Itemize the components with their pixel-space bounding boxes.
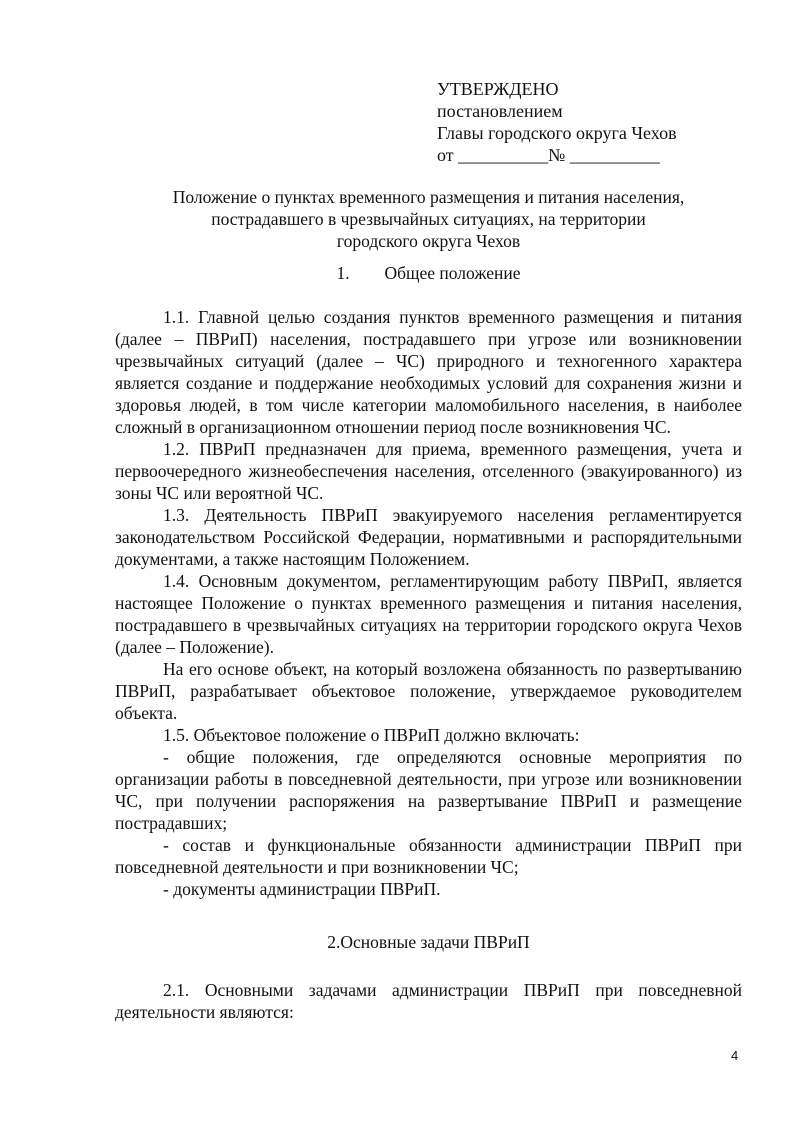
paragraph: 1.4. Основным документом, регламентирующим работу ПВРиП, является настоящее Положение о пунктах временного размещения и питания населения, пострадавшего в чрезвычайных ситуациях на территории городского округа Чехов (далее – Положение). <box>115 571 742 657</box>
section-1-heading <box>115 262 742 284</box>
list-item: - состав и функциональные обязанности администрации ПВРиП при повседневной деятельности и при возникновении ЧС; <box>115 835 742 877</box>
section-number: 1. <box>336 263 350 283</box>
paragraph: 1.2. ПВРиП предназначен для приема, временного размещения, учета и первоочередного жизнеобеспечения населения, отселенного (эвакуированного) из зоны ЧС или вероятной ЧС. <box>115 439 742 503</box>
approval-line-resolution: постановлением <box>437 101 563 121</box>
title-line: городского округа Чехов <box>336 231 521 251</box>
approval-line-approved: УТВЕРЖДЕНО <box>437 79 559 99</box>
paragraph: 1.1. Главной целью создания пунктов временного размещения и питания (далее – ПВРиП) населения, пострадавшего при угрозе или возникновении чрезвычайных ситуаций (далее – ЧС) природного и техногенного характера является создание и поддержание необходимых условий для сохранения жизни и здоровья людей, в том числе категории маломобильного населения, в наиболее сложный в организационном отношении период после возникновения ЧС. <box>115 307 742 437</box>
paragraph: 2.1. Основными задачами администрации ПВРиП при повседневной деятельности являются: <box>115 980 742 1022</box>
approval-line-head: Главы городского округа Чехов <box>437 123 677 143</box>
page-number: 4 <box>731 1048 739 1063</box>
paragraph: 1.5. Объектовое положение о ПВРиП должно включать: <box>163 725 580 745</box>
paragraph: На его основе объект, на который возложена обязанность по развертыванию ПВРиП, разрабатывает объектовое положение, утверждаемое руководителем объекта. <box>115 659 742 723</box>
approval-line-date-number: от __________№ __________ <box>437 145 660 165</box>
list-item: - документы администрации ПВРиП. <box>163 879 441 899</box>
list-item: - общие положения, где определяются основные мероприятия по организации работы в повседневной деятельности, при угрозе или возникновении ЧС, при получении распоряжения на развертывание ПВРиП и размещение пострадавших; <box>115 747 742 833</box>
document-title <box>115 186 742 252</box>
section-2-body <box>115 979 742 1023</box>
section-1-body <box>115 306 742 900</box>
section-2-heading: 2.Основные задачи ПВРиП <box>327 932 530 952</box>
approval-stamp <box>437 78 677 166</box>
section-title: Общее положение <box>384 263 521 283</box>
title-line: Положение о пунктах временного размещения и питания населения, <box>172 187 685 207</box>
paragraph: 1.3. Деятельность ПВРиП эвакуируемого населения регламентируется законодательством Российской Федерации, нормативными и распорядительными документами, а также настоящим Положением. <box>115 505 742 569</box>
title-line: пострадавшего в чрезвычайных ситуациях, на территории <box>211 209 646 229</box>
